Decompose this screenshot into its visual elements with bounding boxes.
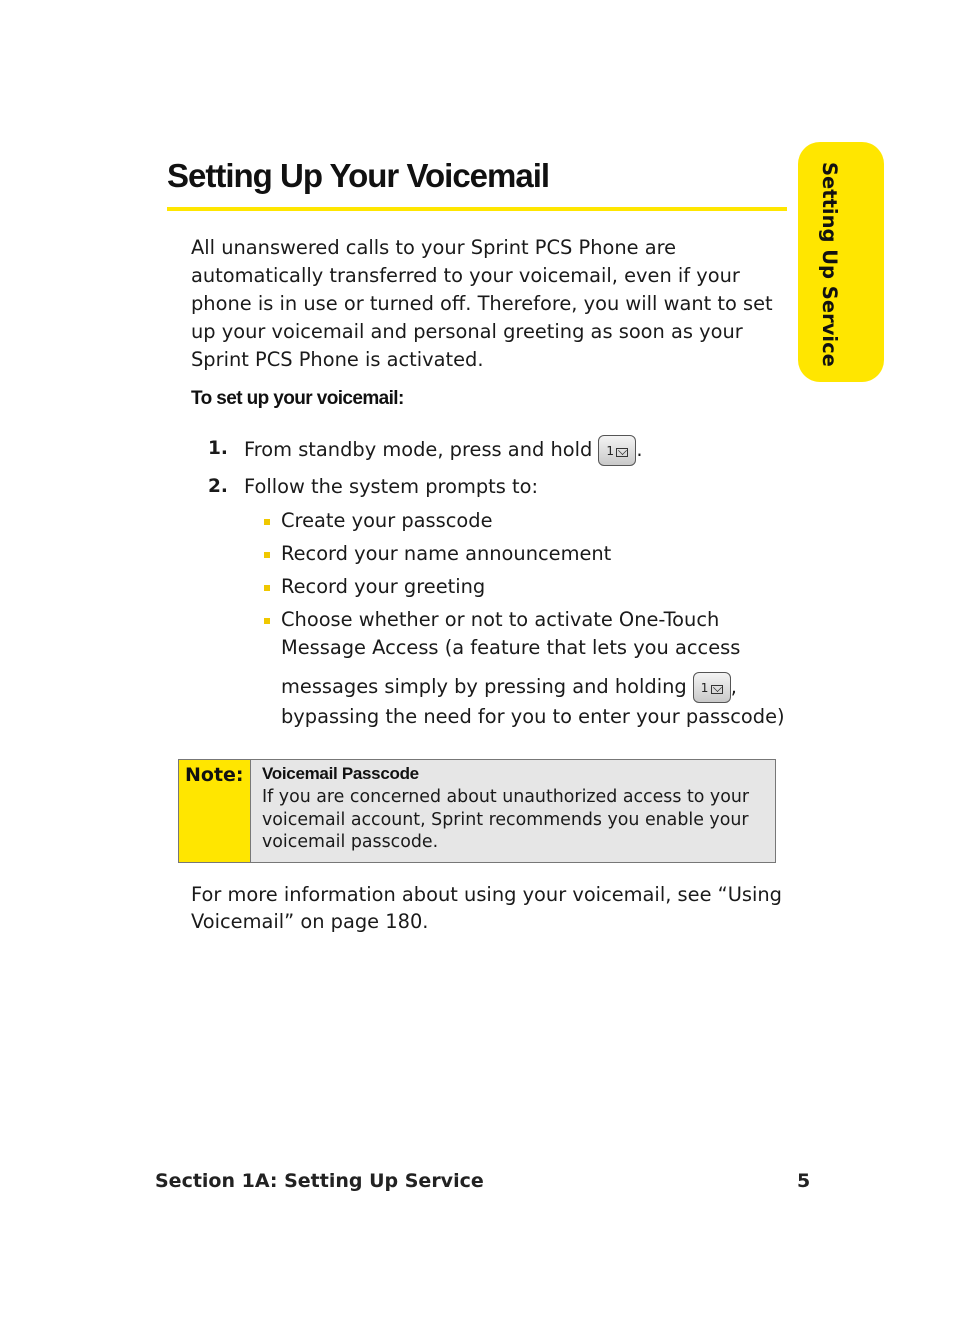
voicemail-key-icon xyxy=(693,672,731,703)
list-item-text: messages simply by pressing and holding xyxy=(281,675,687,698)
note-label-cell xyxy=(179,760,251,862)
envelope-icon xyxy=(711,685,723,694)
footer-section: Section 1A: Setting Up Service xyxy=(155,1170,484,1192)
step-text: From standby mode, press and hold xyxy=(244,438,593,461)
side-tab xyxy=(798,142,884,382)
step-number: 1. xyxy=(208,438,228,459)
more-info-paragraph: For more information about using your voicemail, see “Using Voicemail” on page 180. xyxy=(191,883,782,933)
page-number: 5 xyxy=(797,1170,811,1192)
list-item-continued: Message Access (a feature that lets you access xyxy=(281,636,741,659)
note-label: Note: xyxy=(185,764,244,786)
list-item: Record your greeting xyxy=(281,575,486,598)
envelope-icon xyxy=(616,448,628,457)
key-digit: 1 xyxy=(606,444,614,458)
voicemail-key-icon xyxy=(598,435,636,466)
list-item: Choose whether or not to activate One-Touch xyxy=(281,608,720,631)
note-box xyxy=(178,759,776,863)
note-title: Voicemail Passcode xyxy=(262,764,419,783)
bullet-marker xyxy=(264,618,270,624)
bullet-marker xyxy=(264,585,270,591)
step-number: 2. xyxy=(208,476,228,497)
bullet-marker xyxy=(264,552,270,558)
side-tab-label: Setting Up Service xyxy=(818,162,841,367)
intro-paragraph: All unanswered calls to your Sprint PCS Phone are automatically transferred to your voicemail, even if your phone is in use or turned off. Therefore, you will want to set up your voicemail and personal greeting as soon as your Sprint PCS Phone is activated. xyxy=(191,236,773,371)
list-item-continued: bypassing the need for you to enter your passcode) xyxy=(281,705,785,728)
subheading: To set up your voicemail: xyxy=(191,388,404,409)
step-suffix: . xyxy=(636,438,643,461)
list-item: Create your passcode xyxy=(281,509,493,532)
key-digit: 1 xyxy=(700,681,709,695)
list-item: Record your name announcement xyxy=(281,542,612,565)
note-body: If you are concerned about unauthorized access to your voicemail account, Sprint recommends you enable your voicemail passcode. xyxy=(262,787,750,852)
list-item-continued xyxy=(281,672,737,703)
title-underline xyxy=(167,207,787,211)
list-item-comma: , xyxy=(730,675,737,698)
page-title: Setting Up Your Voicemail xyxy=(167,157,550,194)
bullet-marker xyxy=(264,519,270,525)
step-2-text xyxy=(244,473,538,501)
step-1-text xyxy=(244,435,642,466)
step-text: Follow the system prompts to: xyxy=(244,475,539,498)
